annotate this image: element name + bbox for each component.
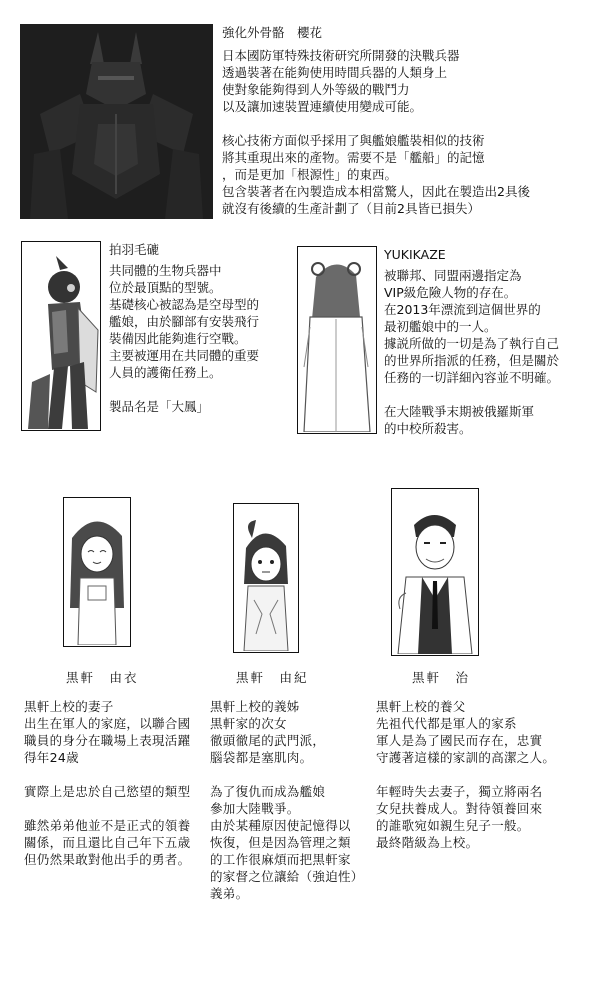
yui-name: 黒軒 由衣 (66, 670, 139, 685)
exoskeleton-line: 以及讓加速裝置連續使用變成可能。 (222, 99, 423, 114)
yui-line: 關係，而且還比自己年下五歳 (24, 835, 191, 850)
yuki-line: 的家督之位讓給（強迫性） (210, 869, 364, 884)
osamu-line: 的誰歌宛如親生兒子一般。 (376, 818, 530, 833)
yukikaze-portrait (297, 246, 377, 434)
osamu-line (376, 766, 555, 783)
yuki-line: 為了復仇而成為艦娘 (210, 784, 326, 799)
yukikaze-line: 據説所做的一切是為了執行自己 (384, 336, 560, 351)
osamu-description (376, 698, 555, 851)
exoskeleton-line: 包含裝著者在內製造成本相當驚人，因此在製造出2具後 (222, 184, 530, 199)
yui-line: 出生在軍人的家庭，以聯合國 (24, 716, 191, 731)
yui-line: 但仍然果敢對他出手的勇者。 (24, 852, 191, 867)
exoskeleton-line: ，而是更加「根源性」的東西。 (222, 167, 398, 182)
osamu-line: 先祖代代都是軍人的家系 (376, 716, 517, 731)
exoskeleton-line (222, 115, 582, 132)
habataki-line: 共同體的生物兵器中 (109, 263, 222, 278)
yuki-line: 恢復，但是因為管理之類 (210, 835, 351, 850)
yui-line: 實際上是忠於自己慾望的類型 (24, 784, 191, 799)
yukikaze-description (384, 267, 594, 437)
yuki-line: 的工作很麻煩而把黒軒家 (210, 852, 351, 867)
yui-figure (64, 498, 129, 645)
yuki-name: 黒軒 由紀 (236, 670, 309, 685)
yuki-portrait (233, 503, 299, 653)
yui-line (24, 800, 190, 817)
habataki-line: 人員的護衛任務上。 (109, 365, 222, 380)
yuki-line: 黒軒上校的義姊 (210, 699, 300, 714)
habataki-portrait (21, 241, 101, 431)
yuki-line: 腦袋都是塞肌肉。 (210, 750, 313, 765)
yui-line: 黒軒上校的妻子 (24, 699, 114, 714)
osamu-line: 年輕時失去妻子，獨立將兩名 (376, 784, 543, 799)
yuki-line (210, 766, 364, 783)
yui-line (24, 766, 190, 783)
osamu-line: 軍人是為了國民而存在，忠實 (376, 733, 543, 748)
habataki-line: 位於最頂點的型號。 (109, 280, 222, 295)
yukikaze-line: 最初艦娘中的一人。 (384, 319, 497, 334)
exoskeleton-line: 透過裝著在能夠使用時間兵器的人類身上 (222, 65, 448, 80)
exoskeleton-line: 日本國防軍特殊技術研究所開發的決戰兵器 (222, 48, 460, 63)
yuki-line: 黒軒家的次女 (210, 716, 287, 731)
yuki-line: 義弟。 (210, 886, 249, 901)
yukikaze-line (384, 386, 594, 403)
yui-description (24, 698, 190, 868)
osamu-line: 黒軒上校的養父 (376, 699, 466, 714)
yukikaze-line: 的中校所殺害。 (384, 421, 472, 436)
yukikaze-line: 在大陸戰爭末期被俄羅斯軍 (384, 404, 535, 419)
exoskeleton-line: 使對象能夠得到人外等級的戰鬥力 (222, 82, 410, 97)
habataki-title: 拍羽毛䃙 (109, 242, 160, 257)
habataki-line (109, 381, 289, 398)
habataki-description (109, 262, 289, 415)
osamu-portrait (391, 488, 479, 656)
exoskeleton-line: 就沒有後續的生產計劃了（目前2具皆已損失） (222, 201, 480, 216)
armored-suit-illustration (20, 24, 213, 219)
yukikaze-title: YUKIKAZE (384, 247, 446, 262)
osamu-name: 黒軒 治 (412, 670, 471, 685)
yui-line: 得年24歳 (24, 750, 79, 765)
yui-portrait (63, 497, 131, 647)
osamu-line: 最終階級為上校。 (376, 835, 479, 850)
yuki-description (210, 698, 364, 902)
yuki-line: 由於某種原因使記憶得以 (210, 818, 351, 833)
yukikaze-line: 被聯邦、同盟兩邊指定為 (384, 268, 522, 283)
yukikaze-line: 任務的一切詳細內容並不明確。 (384, 370, 560, 385)
yuki-figure (234, 504, 297, 651)
osamu-figure (392, 489, 477, 654)
yukikaze-figure (298, 247, 375, 432)
exoskeleton-title: 強化外骨骼 櫻花 (222, 25, 323, 40)
habataki-line: 艦娘，由於腳部有安裝飛行 (109, 314, 260, 329)
habataki-figure (22, 242, 99, 429)
yukikaze-line: VIP級危險人物的存在。 (384, 285, 517, 300)
yukikaze-line: 在2013年漂流到這個世界的 (384, 302, 541, 317)
yukikaze-line: 的世界所指派的任務，但是關於 (384, 353, 560, 368)
habataki-line: 裝備因此能夠進行空戰。 (109, 331, 247, 346)
exoskeleton-line: 將其重現出來的產物。需要不是「艦船」的記憶 (222, 150, 485, 165)
yui-line: 雖然弟弟他並不是正式的領養 (24, 818, 191, 833)
exoskeleton-line: 核心技術方面似乎採用了與艦娘艦裝相似的技術 (222, 133, 485, 148)
habataki-line: 製品名是「大鳳」 (109, 399, 210, 414)
yuki-line: 參加大陸戰爭。 (210, 801, 300, 816)
osamu-line: 女兒扶養成人。對待領養回來 (376, 801, 543, 816)
exoskeleton-description (222, 47, 582, 217)
habataki-line: 主要被運用在共同體的重要 (109, 348, 260, 363)
yuki-line: 徹頭徹尾的武門派， (210, 733, 326, 748)
habataki-line: 基礎核心被認為是空母型的 (109, 297, 260, 312)
exoskeleton-portrait (20, 24, 213, 219)
yui-line: 職員的身分在職場上表現活躍 (24, 733, 191, 748)
osamu-line: 守護著這樣的家訓的高潔之人。 (376, 750, 556, 765)
